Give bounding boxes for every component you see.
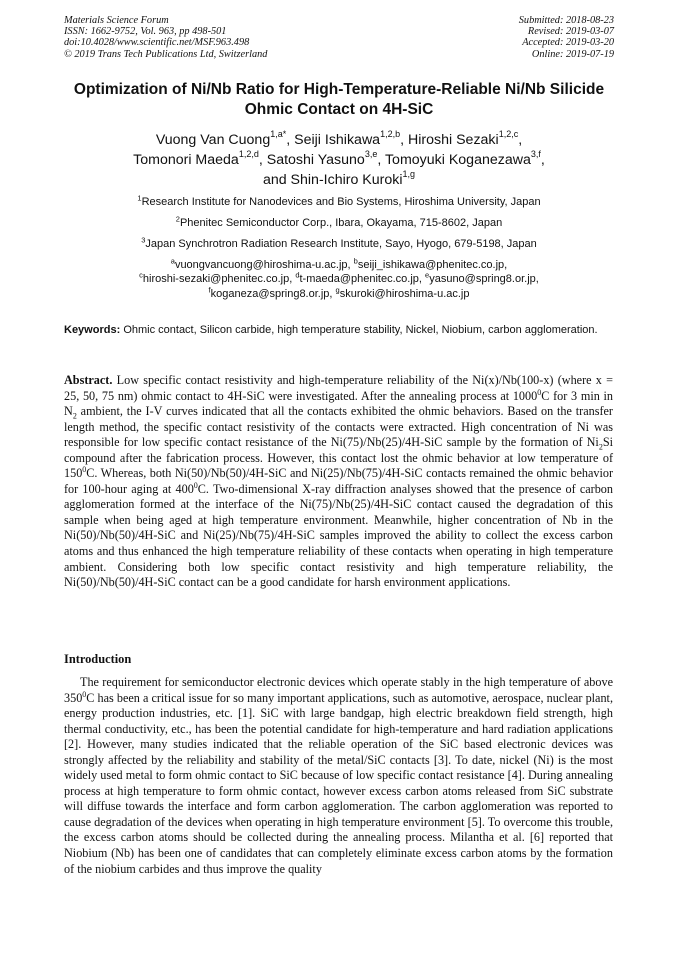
degree-sup: 0 (82, 465, 87, 475)
submitted-date: Submitted: 2018-08-23 (518, 15, 614, 26)
author-name: Tomoyuki Koganezawa (384, 152, 531, 168)
email-line-2: $^c$hiroshi-sezaki@phenitec.co.jp, $^d$t-maeda@phenitec.co.jp, $^e$yasuno@spring8.or.jp, (139, 270, 539, 286)
issn: ISSN: 1662-9752, Vol. 963, pp 498-501 (64, 26, 227, 38)
affiliation-text: Japan Synchrotron Radiation Research Institute, Sayo, Hyogo, 679-5198, Japan (145, 238, 537, 250)
journal-info (64, 15, 267, 60)
author-sep: , (540, 152, 545, 168)
affiliation-1 (30, 195, 648, 209)
affiliation-sup: 1 (137, 193, 142, 203)
affiliation-3 (30, 237, 648, 251)
abstract-label: Abstract. (64, 373, 113, 387)
paper-title (40, 80, 638, 120)
abstract-text: ambient, the I-V curves indicated that all the contacts exhibited the ohmic behaviors. Based on the transfer length method, the specific contact resistivity of the contacts were extracted. High concentration of Ni was responsible for low specific contact resistance of the Ni(75)/Nb(25)/4H-SiC sample by the formation of Ni (64, 404, 613, 450)
degree-sup: 0 (537, 387, 542, 397)
affiliation-sup: 3 (141, 235, 146, 245)
author-name: and Shin-Ichiro Kuroki (262, 172, 403, 188)
email-address[interactable]: yasuno@spring8.or.jp (429, 273, 536, 286)
author-name: Satoshi Yasuno (266, 152, 365, 168)
abstract-text: C. Whereas, both Ni(50)/Nb(50)/4H-SiC and Ni(25)/Nb(75)/4H-SiC contacts remained the ohmic behavior for 100-hour aging at 400 (64, 466, 613, 496)
subscript: 2 (72, 411, 77, 421)
author-sep: , (400, 132, 408, 148)
email-address[interactable]: vuongvancuong@hiroshima-u.ac.jp (174, 259, 348, 271)
email-address[interactable]: skuroki@hiroshima-u.ac.jp (339, 287, 470, 300)
subscript: 2 (598, 442, 603, 452)
author-sup: 3,e (364, 149, 378, 160)
abstract-text: Low specific contact resistivity and high-temperature reliability of the Ni(x)/Nb(100-x) (where x = 25, 50, 75 nm) ohmic contact to 4H-SiC were investigated. After the annealing process at 1000 (64, 373, 614, 403)
author-sup: 1,2,c (498, 129, 519, 140)
revised-date: Revised: 2019-03-07 (527, 26, 614, 38)
keywords (64, 322, 613, 338)
email-sup: e (425, 270, 430, 280)
title-line-1: Optimization of Ni/Nb Ratio for High-Temperature-Reliable Ni/Nb Silicide (73, 81, 605, 98)
dates-info (519, 15, 614, 60)
email-list (30, 258, 648, 301)
author-name: Vuong Van Cuong (155, 132, 271, 148)
email-address[interactable]: seiji_ishikawa@phenitec.co.jp (357, 259, 505, 271)
abstract-text: C. Two-dimensional X-ray diffraction analyses showed that the presence of carbon agglomeration formed at the interface of the Ni(75)/Nb(25)/4H-SiC contact caused the degradation of this sample when being aged at high temperature environment. Meanwhile, higher concentration of Nb in the Ni(50)/Nb(50)/4H-SiC and Ni(25)/Nb(75)/4H-SiC samples improved the ability to collect the excess carbon atoms and thus enhanced the high temperature reliability of these contacts when operating in high temperature ambient. Considering both low specific contact resistivity and high temperature reliability, the Ni(50)/Nb(50)/4H-SiC contact can be a good candidate for harsh environment applications. (64, 481, 613, 590)
journal-name: Materials Science Forum (64, 15, 169, 26)
author-sup: 3,f (530, 149, 541, 160)
intro-text: C has been a critical issue for so many important applications, such as automotive, aerospace, nuclear plant, energy production industries, etc. [1]. SiC with large bandgap, high electric breakdown field strength, high thermal conductivity, etc., has been the potential candidate for high-temperature and hard radiation applications [2]. However, many studies indicated that the reliable operation of the SiC based electronic devices was strongly affected by the reliability and stability of the metal/SiC contacts [3]. To date, nickel (Ni) is the most widely used metal to form ohmic contact to SiC because of low specific contact resistance [4]. During annealing process at high temperature to form ohmic contact, however excess carbon atoms released from SiC substrate will diffuse towards the interface and form carbon agglomeration. The carbon agglomeration was reported to cause degradation of the devices when operating in high temperature environment [5]. To overcome this trouble, the excess carbon atoms should be collected during the annealing process. Milantha et al. [6] reported that Niobium (Nb) has been one of candidates that can completely eliminate excess carbon atoms by the formation of the niobium carbides and thus improve the quality (64, 690, 613, 876)
abstract-text: C for 3 min in N (64, 388, 613, 419)
section-heading-introduction: Introduction (64, 652, 132, 666)
copyright: © 2019 Trans Tech Publications Ltd, Switzerland (64, 48, 268, 60)
email-sup: a (170, 256, 175, 266)
author-sup: 1,g (402, 169, 416, 180)
degree-sup: 0 (193, 480, 198, 490)
email-sup: d (295, 270, 300, 280)
affiliation-sup: 2 (175, 214, 180, 224)
email-address[interactable]: hiroshi-sezaki@phenitec.co.jp (142, 273, 290, 286)
author-line-1 (30, 130, 648, 150)
email-address[interactable]: koganeza@spring8.or.jp (210, 287, 330, 300)
author-sep: , (258, 152, 267, 168)
email-sup: g (335, 285, 340, 295)
online-date: Online: 2019-07-19 (531, 48, 614, 60)
doi: doi:10.4028/www.scientific.net/MSF.963.498 (64, 37, 250, 49)
email-sup: f (208, 285, 211, 295)
affiliation-text: Phenitec Semiconductor Corp., Ibara, Okayama, 715-8602, Japan (179, 217, 503, 229)
author-name: Seiji Ishikawa (294, 132, 381, 148)
email-line-3: $^f$koganeza@spring8.or.jp, $^g$skuroki@hiroshima-u.ac.jp (208, 285, 470, 300)
email-sup: b (353, 256, 358, 266)
affiliation-text: Research Institute for Nanodevices and Bio Systems, Hiroshima University, Japan (141, 196, 541, 208)
author-sep: , (286, 132, 295, 148)
author-sup: 1,2,b (380, 129, 401, 140)
email-address[interactable]: t-maeda@phenitec.co.jp (299, 273, 419, 286)
author-line-2 (30, 150, 648, 170)
title-line-2: Ohmic Contact on 4H-SiC (244, 101, 434, 118)
degree-sup: 0 (82, 689, 87, 699)
email-sup: c (139, 270, 143, 280)
author-list (30, 130, 648, 190)
email-line-1: $^a$vuongvancuong@hiroshima-u.ac.jp, $^b$seiji_ishikawa@phenitec.co.jp, (170, 256, 508, 271)
abstract-text: Si compound after the fabrication process. However, this contact lost the ohmic behavior at low temperature of 150 (64, 435, 613, 481)
introduction-body (64, 675, 613, 877)
accepted-date: Accepted: 2019-03-20 (522, 37, 614, 49)
author-line-3 (30, 170, 648, 190)
keywords-text: Ohmic contact, Silicon carbide, high temperature stability, Nickel, Niobium, carbon agglomeration. (123, 324, 598, 336)
keywords-label: Keywords: (64, 324, 121, 336)
abstract (64, 373, 613, 591)
author-sep: , (377, 152, 385, 168)
intro-text: The requirement for semiconductor electronic devices which operate stably in the high temperature of above 350 (64, 675, 613, 705)
affiliation-2 (30, 216, 648, 230)
author-sup: 1,2,d (238, 149, 259, 160)
author-name: Tomonori Maeda (133, 152, 239, 168)
author-sep: , (518, 132, 523, 148)
author-sup: 1,a* (270, 129, 287, 140)
author-name: Hiroshi Sezaki (408, 132, 499, 148)
